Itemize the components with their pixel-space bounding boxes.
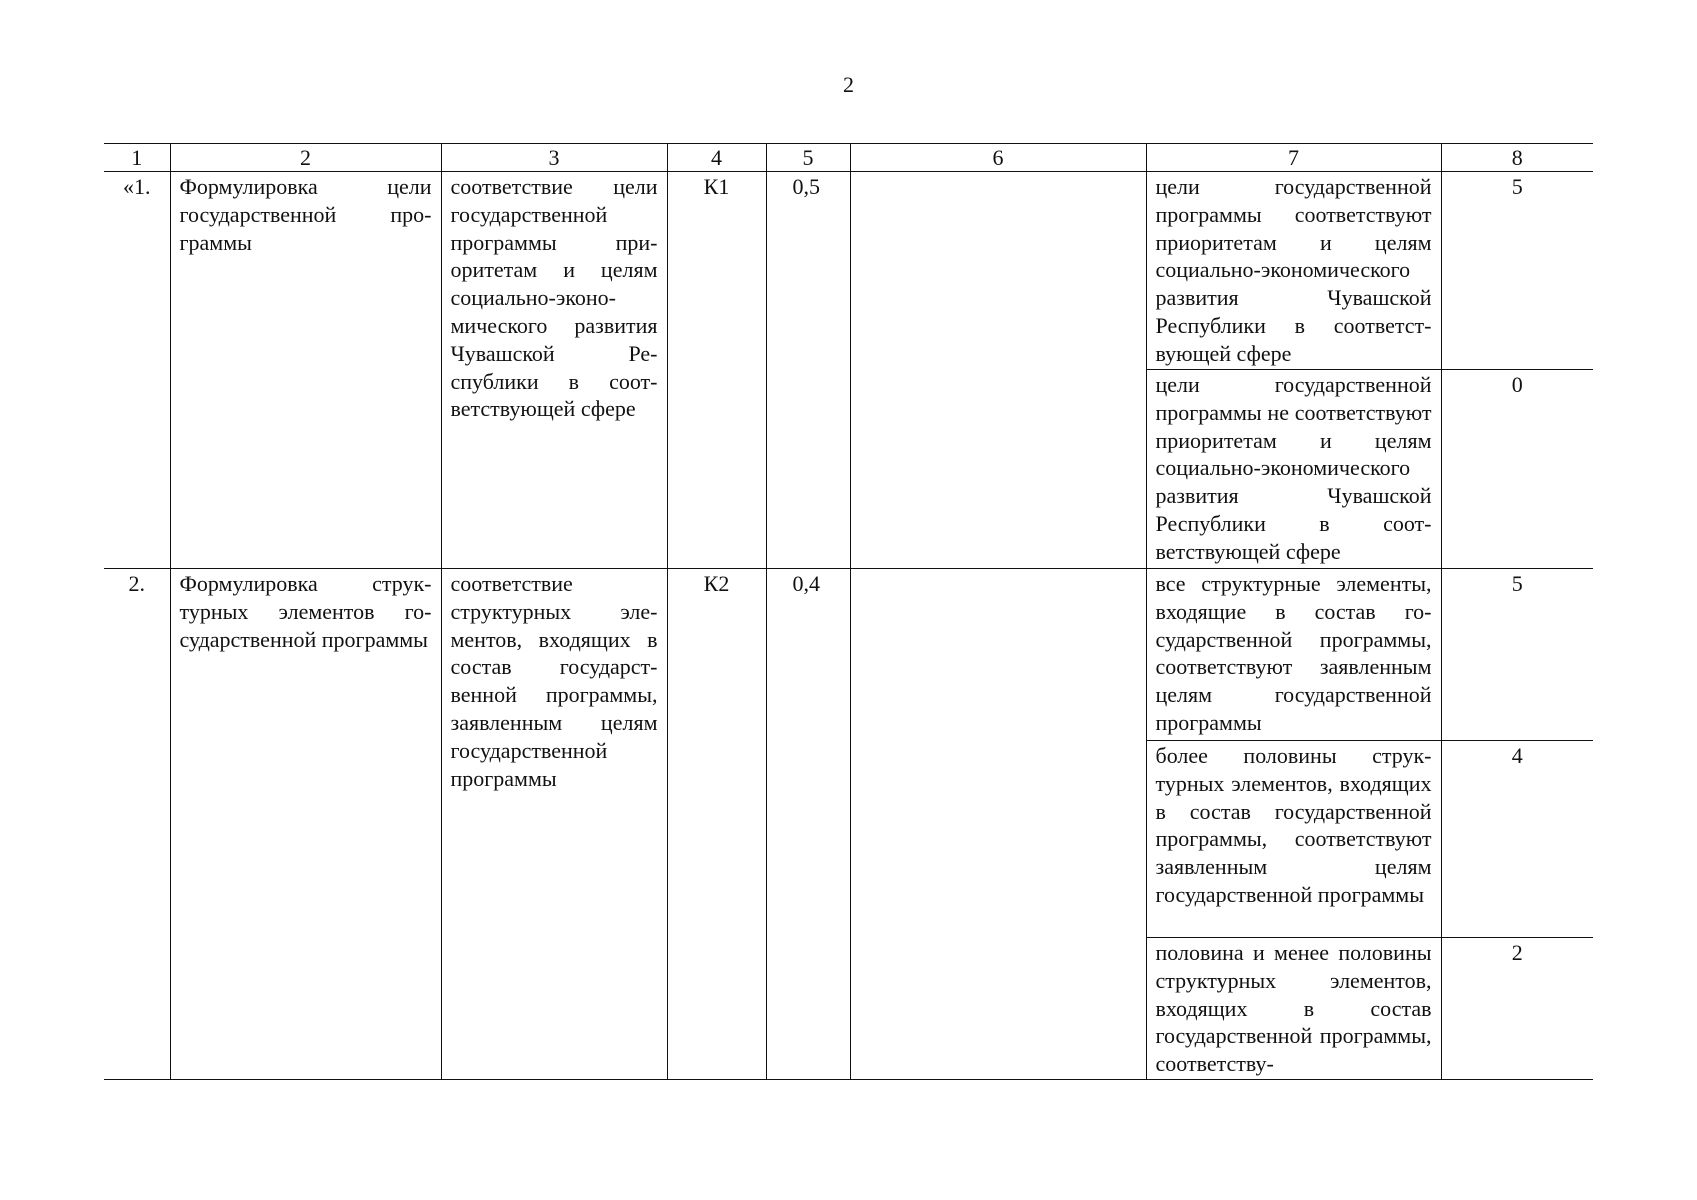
column-header: 7 — [1146, 144, 1441, 172]
column-header: 4 — [667, 144, 766, 172]
grade-score: 0 — [1441, 370, 1593, 569]
criterion-description: соответствие цели государственной программы приоритетам и целям социально-экономического развития Чувашской Республики в соответствующей сфере — [441, 172, 667, 569]
criterion-name: Формулировка структурных элементов государственной программы — [170, 569, 441, 1080]
grade-score: 5 — [1441, 172, 1593, 370]
row-number: 2. — [104, 569, 170, 1080]
grade-description: цели государственной программы соответствуют приоритетам и целям социально-экономического развития Чувашской Республики в соответствующей сфере — [1146, 172, 1441, 370]
column-6-cell — [850, 172, 1146, 569]
grade-description: половина и менее половины структурных элементов, входящих в состав государственной программы, соответству- — [1146, 938, 1441, 1080]
grade-description: все структурные элементы, входящие в состав государственной программы, соответствуют заявленным целям государственной программы — [1146, 569, 1441, 741]
row-number: «1. — [104, 172, 170, 569]
grade-score: 2 — [1441, 938, 1593, 1080]
grade-score: 5 — [1441, 569, 1593, 741]
column-header: 5 — [766, 144, 850, 172]
table-row — [104, 172, 1593, 370]
criterion-name: Формулировка цели государственной программы — [170, 172, 441, 569]
column-6-cell — [850, 569, 1146, 1080]
criteria-table — [104, 143, 1593, 1080]
grade-score: 4 — [1441, 741, 1593, 938]
criterion-weight: 0,4 — [766, 569, 850, 1080]
criterion-code: К1 — [667, 172, 766, 569]
column-header: 3 — [441, 144, 667, 172]
column-header: 1 — [104, 144, 170, 172]
grade-description: более половины структурных элементов, входящих в состав государственной программы, соответствуют заявленным целям государственной программы — [1146, 741, 1441, 938]
column-header: 2 — [170, 144, 441, 172]
page-number: 2 — [843, 72, 854, 97]
column-header: 8 — [1441, 144, 1593, 172]
grade-description: цели государственной программы не соответствуют приоритетам и целям социально-экономического развития Чувашской Республики в соответствующей сфере — [1146, 370, 1441, 569]
table-header-row — [104, 144, 1593, 172]
criterion-weight: 0,5 — [766, 172, 850, 569]
criterion-description: соответствие структурных элементов, входящих в состав государственной программы, заявленным целям государственной программы — [441, 569, 667, 1080]
criterion-code: К2 — [667, 569, 766, 1080]
table-row — [104, 569, 1593, 741]
column-header: 6 — [850, 144, 1146, 172]
